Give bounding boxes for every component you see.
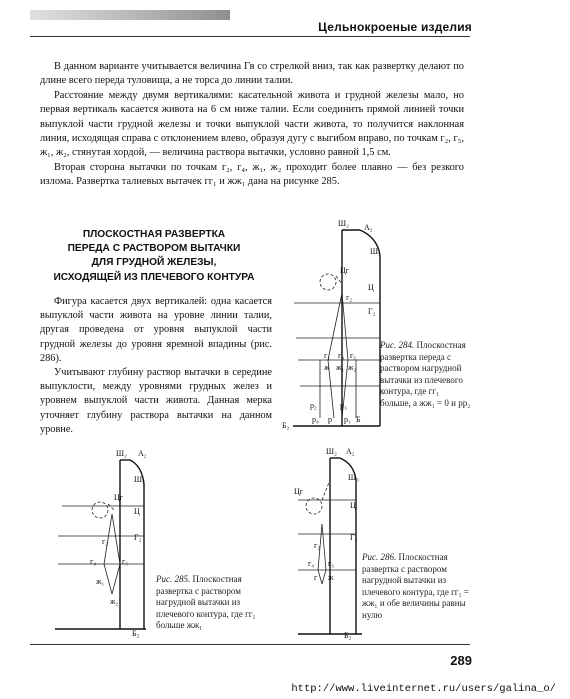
label-cg: Цг <box>340 266 350 275</box>
intro-paragraph-3: Вторая сторона вытачки по точкам г₂, г₄, ж₁, ж₂ проходит более плавно — без резкого излома. Развертка талиевых вытачек гг₁ и жж₁ дана на рисунке 285. <box>40 161 464 188</box>
figure-285-caption <box>156 574 272 632</box>
label-sh3: Ш₃ <box>370 247 381 256</box>
label-r4: р₄ <box>312 415 319 424</box>
label-cg: Цг <box>114 493 124 502</box>
label-g5: г₅ <box>328 559 335 568</box>
section-title-line: ПЕРЕДА С РАСТВОРОМ ВЫТАЧКИ <box>67 243 241 255</box>
label-ts: Ц <box>368 283 374 292</box>
intro-paragraph-2: Расстояние между двумя вертикалями: касательной живота и грудной железы мало, но первая вертикаль касается живота на 6 см ниже талии. Если соединить прямой линией точки выпуклой части грудной железы и точки выпуклой части живота, то получится наклонная линия, исходящая справа с отклонением влево, образуя дугу с выгибом вправо, по точкам г₂, г₅, ж₁, ж₂, стянутая хордой, — величина раствора вытачки, условно равной 1,5 см. <box>40 89 464 159</box>
running-header: Цельнокроеные изделия <box>318 20 472 34</box>
label-r: р <box>328 415 332 424</box>
label-g2: Г₂ <box>350 533 358 542</box>
label-sh3: Ш₃ <box>134 475 145 484</box>
label-g: г <box>314 573 318 582</box>
label-cg: Цг <box>294 487 304 496</box>
label-g4: г₄ <box>338 351 345 360</box>
watermark-url[interactable]: http://www.liveinternet.ru/users/galina_o/ <box>291 683 556 695</box>
section-title-line: ПЛОСКОСТНАЯ РАЗВЕРТКА <box>82 229 226 240</box>
figure-286-caption-text: Плоскостная развертка с раствором нагрудной вытачки из плечевого контура, где гг₁ = жж₁ и обе величины равны нулю <box>362 552 469 620</box>
label-ts: Ц <box>350 501 356 510</box>
footer-rule <box>30 644 470 645</box>
figure-286-caption-lead: Рис. 286. <box>362 552 397 562</box>
label-g2s: г₂ <box>102 537 109 546</box>
figure-284-diagram <box>282 218 384 430</box>
label-g4: г₄ <box>90 557 97 566</box>
label-g5: г₅ <box>122 557 129 566</box>
header-decoration <box>30 10 230 20</box>
label-g5: г₅ <box>350 351 357 360</box>
page-number: 289 <box>450 653 472 668</box>
label-sh2: Ш₂ <box>116 449 127 458</box>
label-zh: ж <box>328 573 334 582</box>
label-b: Б <box>356 415 361 424</box>
intro-text <box>40 60 464 190</box>
label-a2: А₂ <box>346 447 355 456</box>
figure-285-diagram <box>50 444 150 636</box>
body-paragraph-1: Фигура касается двух вертикалей: одна касается выпуклой части живота на уровне линии талии, другая проведена от уровня выпуклой части грудной железы до уровня яремной впадины (рис. 286). <box>40 296 272 364</box>
intro-paragraph-1: В данном варианте учитывается величина Гв со стрелкой вниз, так как развертку делают по длине всего переда туловища, а не торса до линии талии. <box>40 61 464 87</box>
figure-284-caption <box>380 340 472 410</box>
label-b2: Б₂ <box>344 631 352 640</box>
label-zh: ж <box>324 363 330 372</box>
label-sh3: Ш₃ <box>348 473 359 482</box>
label-g2: Г₂ <box>134 533 142 542</box>
label-sh2: Ш₂ <box>338 219 349 228</box>
figure-284-caption-text: Плоскостная развертка переда с раствором нагрудной вытачки из плечевого контура, где гг₁ больше, а жж₁ = 0 и pp₂ <box>380 340 471 408</box>
label-zh2: ж₂ <box>110 597 119 606</box>
header-rule <box>30 36 470 37</box>
label-a2: А₂ <box>138 449 147 458</box>
label-sh2: Ш₂ <box>326 447 337 456</box>
label-g4: г₄ <box>308 559 315 568</box>
label-b2: Б₂ <box>132 629 140 638</box>
label-g2s: г₂ <box>314 541 321 550</box>
body-paragraph-2: Учитывают глубину раствор вытачки в середине выпуклости, между уровнями грудных желез и уровнем выпуклой части живота. Данная мерка уточняет глубину раствора вытачки на данном уровне. <box>40 367 272 435</box>
figure-285-caption-text: Плоскостная развертка с раствором нагрудной вытачки из плечевого контура, где гг₁ больше жж₁ <box>156 574 256 631</box>
label-ts: Ц <box>134 507 140 516</box>
section-title <box>38 228 270 285</box>
label-a2: А₂ <box>364 223 373 232</box>
label-r1: р₁ <box>344 415 351 424</box>
figure-285-caption-lead: Рис. 285. <box>156 574 191 584</box>
label-zh1: ж₁ <box>96 577 105 586</box>
label-g2s: г₂ <box>346 293 353 302</box>
label-r2: р₂ <box>310 401 317 410</box>
section-title-line: ДЛЯ ГРУДНОЙ ЖЕЛЕЗЫ, <box>91 257 217 269</box>
figure-286-diagram <box>292 444 364 640</box>
body-text <box>40 295 272 437</box>
label-g2: Г₂ <box>368 307 376 316</box>
label-zh1: ж₁ <box>336 363 345 372</box>
label-b2: Б₂ <box>282 421 290 430</box>
label-zh2: ж₂ <box>348 363 357 372</box>
figure-284-caption-lead: Рис. 284. <box>380 340 415 350</box>
label-g1: г₁ <box>324 351 331 360</box>
label-r3: р₃ <box>340 401 347 410</box>
section-title-line: ИСХОДЯЩЕЙ ИЗ ПЛЕЧЕВОГО КОНТУРА <box>53 271 255 283</box>
figure-286-caption <box>362 552 476 622</box>
